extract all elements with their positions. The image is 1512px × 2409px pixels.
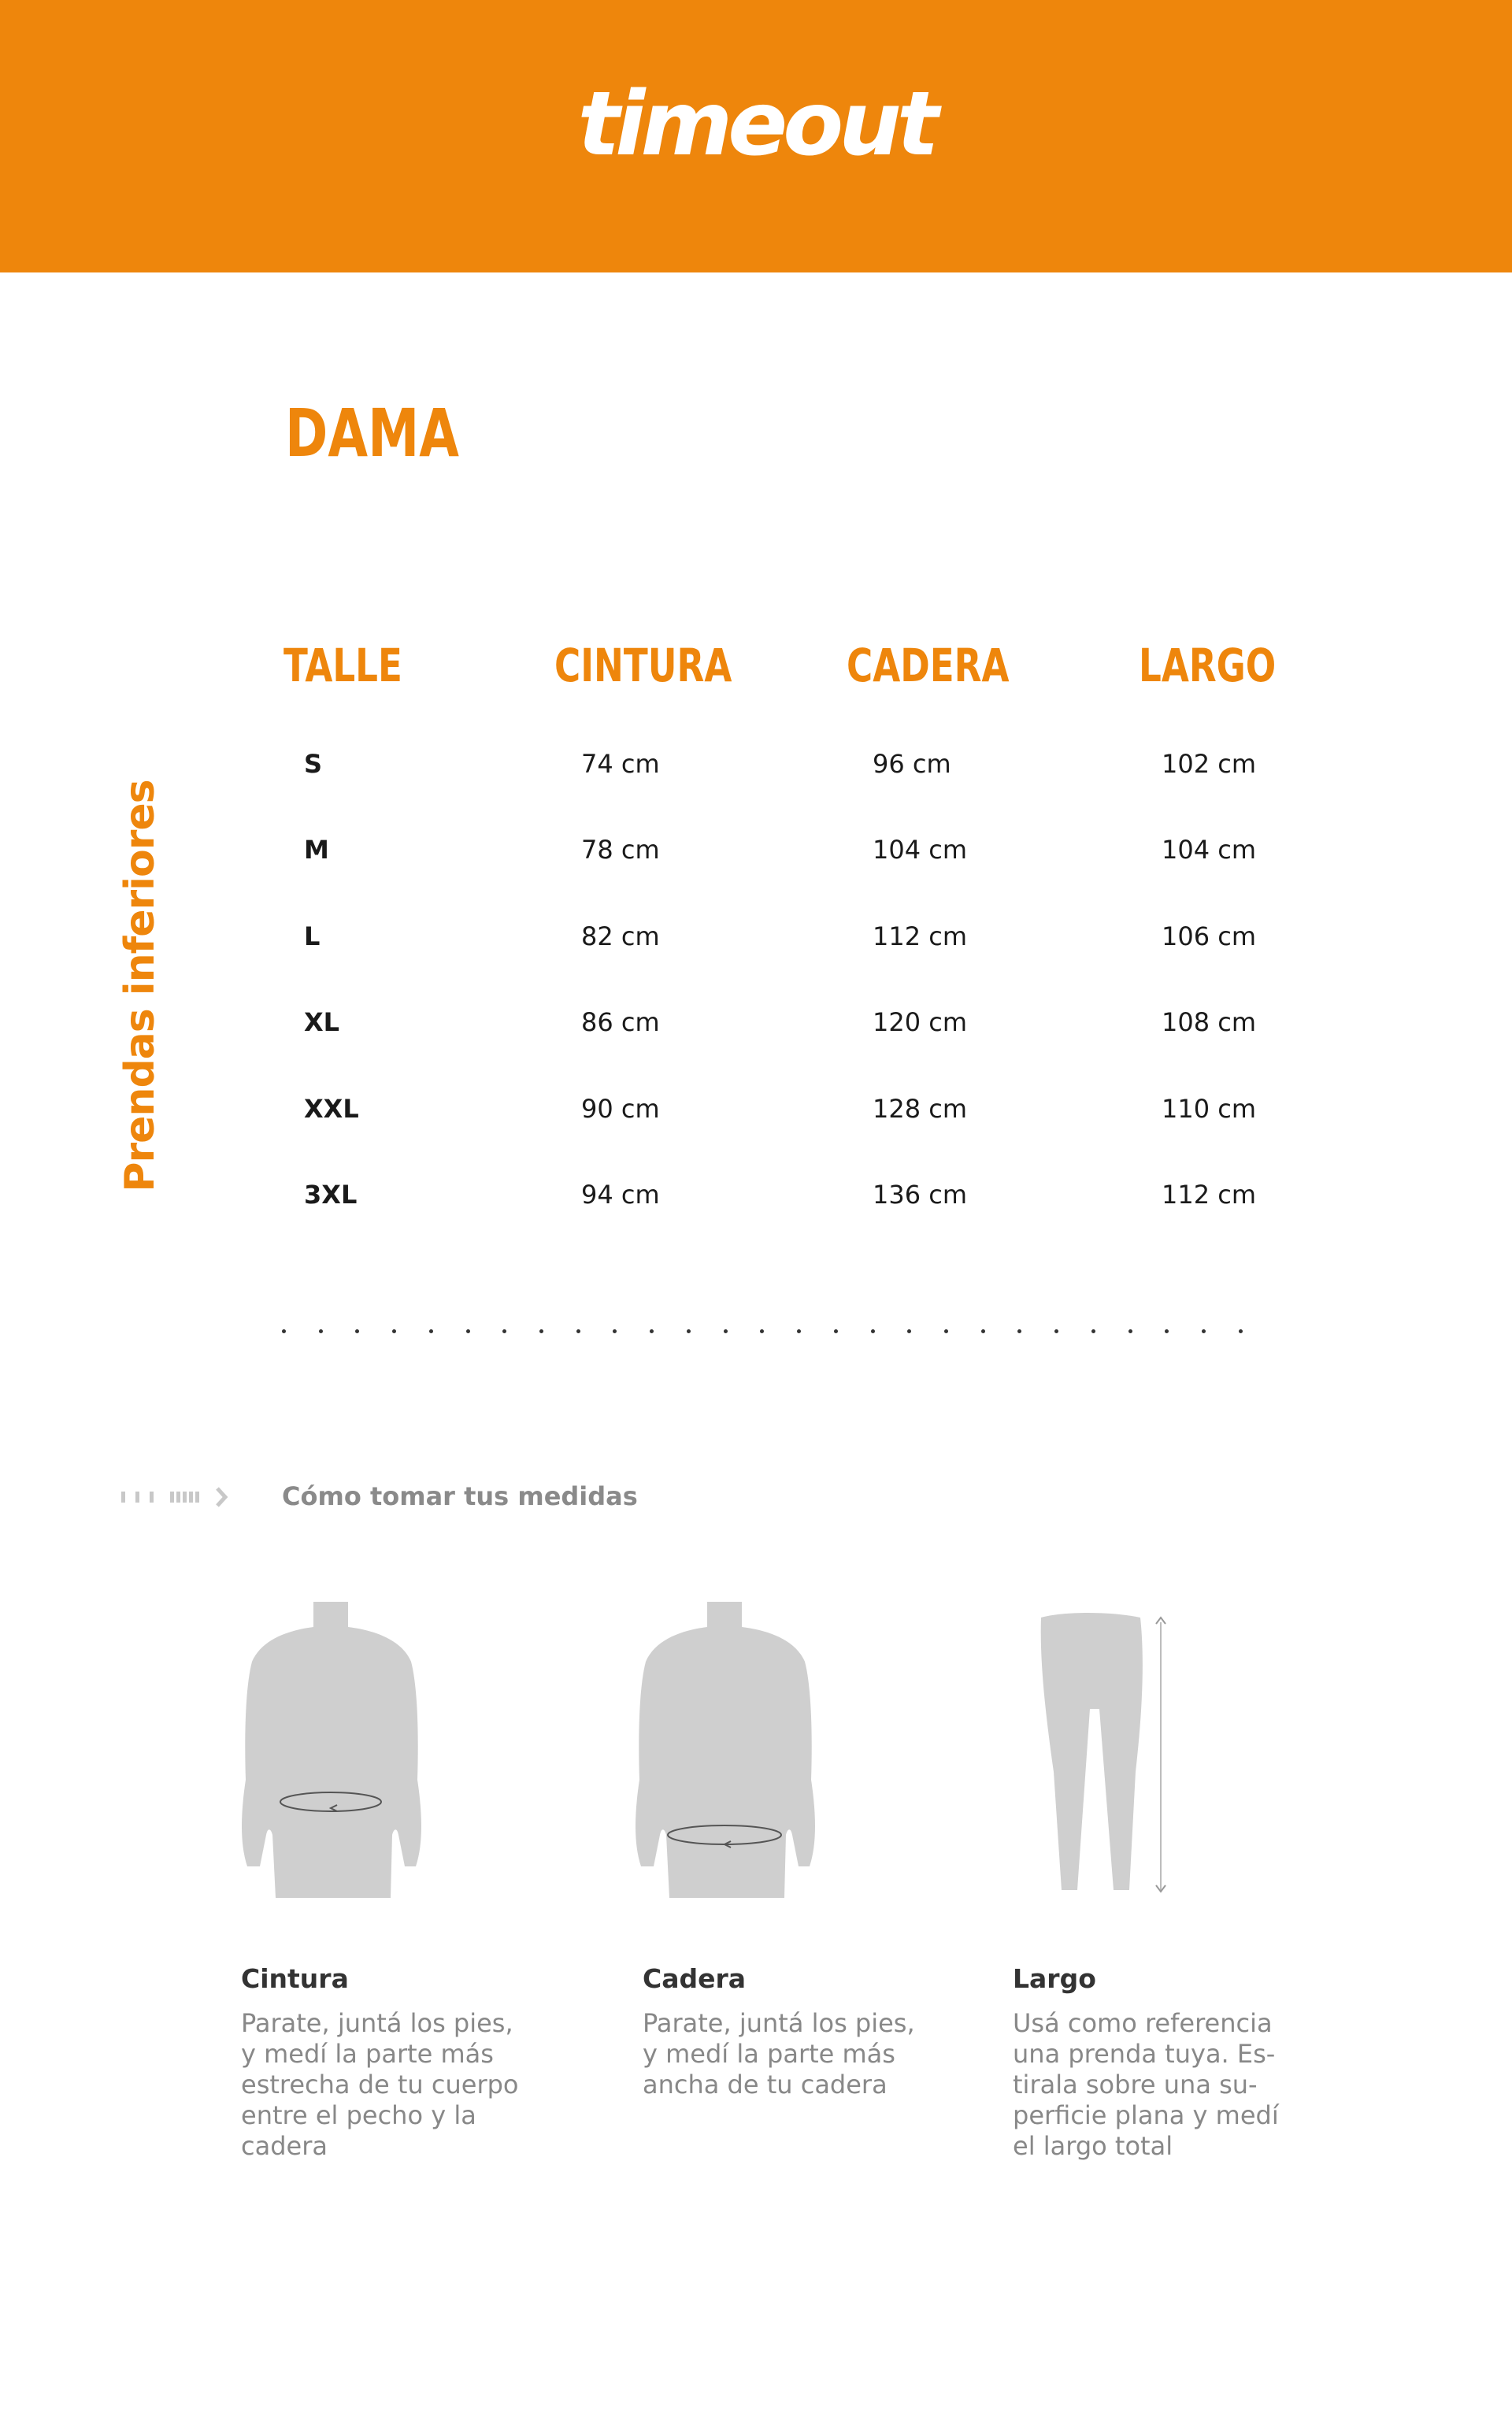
table-cell-largo: 104 cm — [1162, 835, 1257, 865]
table-cell-cintura: 74 cm — [581, 749, 660, 779]
table-cell-cadera: 120 cm — [873, 1007, 968, 1037]
table-cell-cintura: 78 cm — [581, 835, 660, 865]
section-title: DAMA — [285, 395, 460, 472]
dotted-divider — [282, 1329, 1243, 1339]
table-cell-cintura: 90 cm — [581, 1094, 660, 1124]
caption-body-largo: Usá como referencia una prenda tuya. Es- tirala sobre una su- perficie plana y medí el largo total — [1013, 2008, 1279, 2161]
table-cell-largo: 102 cm — [1162, 749, 1257, 779]
caption-title-cadera: Cadera — [643, 1963, 747, 1994]
caption-body-cintura: Parate, juntá los pies, y medí la parte más estrecha de tu cuerpo entre el pecho y la cadera — [241, 2008, 519, 2161]
table-cell-largo: 106 cm — [1162, 921, 1257, 951]
table-cell-size: 3XL — [304, 1180, 358, 1210]
side-label: Prendas inferiores — [117, 780, 164, 1192]
table-cell-largo: 108 cm — [1162, 1007, 1257, 1037]
header-talle: TALLE — [284, 639, 402, 692]
table-cell-size: L — [304, 921, 321, 951]
header-cintura: CINTURA — [554, 639, 732, 692]
caption-body-cadera: Parate, juntá los pies, y medí la parte más ancha de tu cadera — [643, 2008, 915, 2100]
table-cell-largo: 110 cm — [1162, 1094, 1257, 1124]
table-cell-cadera: 128 cm — [873, 1094, 968, 1124]
arrow-right-icon — [121, 1485, 232, 1510]
table-cell-cintura: 86 cm — [581, 1007, 660, 1037]
caption-title-largo: Largo — [1013, 1963, 1096, 1994]
table-cell-cintura: 94 cm — [581, 1180, 660, 1210]
table-cell-cadera: 136 cm — [873, 1180, 968, 1210]
table-cell-largo: 112 cm — [1162, 1180, 1257, 1210]
table-cell-cadera: 112 cm — [873, 921, 968, 951]
table-cell-cadera: 104 cm — [873, 835, 968, 865]
header-bar — [0, 0, 1512, 272]
table-cell-cintura: 82 cm — [581, 921, 660, 951]
header-cadera: CADERA — [847, 639, 1010, 692]
table-cell-size: S — [304, 749, 323, 779]
howto-title: Cómo tomar tus medidas — [282, 1481, 638, 1511]
torso-hip-icon — [630, 1599, 819, 1898]
table-cell-cadera: 96 cm — [873, 749, 951, 779]
table-cell-size: XL — [304, 1007, 340, 1037]
brand-logo: timeout — [577, 73, 935, 176]
torso-waist-icon — [236, 1599, 425, 1898]
table-cell-size: XXL — [304, 1094, 359, 1124]
caption-title-cintura: Cintura — [241, 1963, 349, 1994]
table-cell-size: M — [304, 835, 329, 865]
header-largo: LARGO — [1139, 639, 1277, 692]
pants-length-icon — [1032, 1599, 1173, 1898]
